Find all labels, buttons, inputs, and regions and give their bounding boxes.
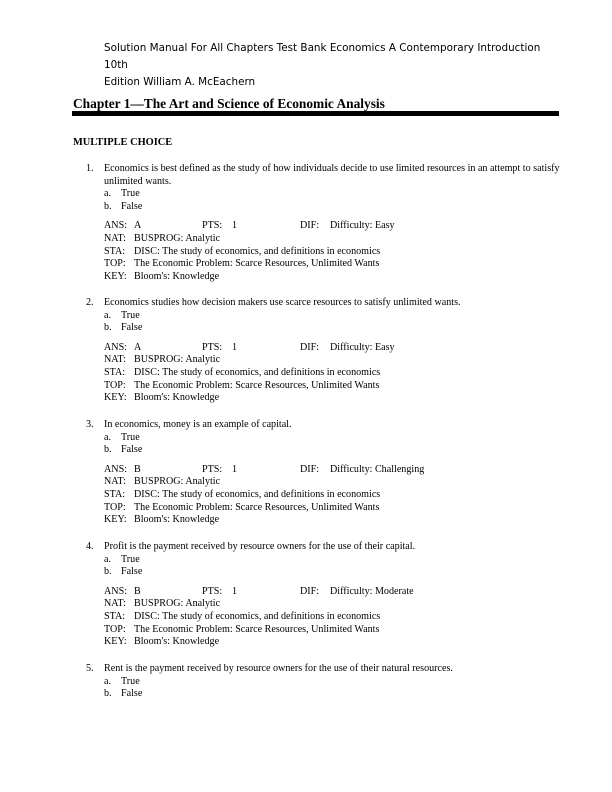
top-value: The Economic Problem: Scarce Resources, Unlimited Wants (134, 379, 380, 391)
question-text: Economics is best defined as the study of how individuals decide to use limited resources in an attempt to satisfy unlimited wants. (104, 163, 560, 187)
document-header (104, 40, 564, 91)
nat-label: NAT: (104, 598, 126, 610)
question-5 (86, 663, 564, 701)
dif-label: DIF: (300, 341, 320, 353)
option-letter: b. (104, 200, 112, 212)
sta-label: STA: (104, 366, 126, 378)
question-number: 2. (86, 297, 94, 308)
dif-value: Difficulty: Easy (330, 341, 395, 353)
option-a (86, 676, 564, 689)
question-text: In economics, money is an example of capital. (104, 419, 292, 430)
option-b (86, 566, 564, 579)
pts-label: PTS: (202, 463, 223, 475)
question-number: 3. (86, 419, 94, 430)
answer-metadata (86, 342, 564, 405)
dif-label: DIF: (300, 463, 320, 475)
top-label: TOP: (104, 623, 126, 635)
sta-value: DISC: The study of economics, and definitions in economics (134, 610, 381, 622)
sta-label: STA: (104, 610, 126, 622)
chapter-title: Chapter 1—The Art and Science of Economic Analysis (73, 96, 385, 111)
ans-label: ANS: (104, 341, 127, 353)
option-letter: a. (104, 431, 112, 443)
ans-label: ANS: (104, 463, 127, 475)
key-value: Bloom's: Knowledge (134, 636, 220, 648)
chapter-divider (72, 111, 559, 116)
key-label: KEY: (104, 270, 127, 282)
option-text: False (121, 566, 143, 578)
sta-value: DISC: The study of economics, and definitions in economics (134, 488, 381, 500)
key-label: KEY: (104, 636, 127, 648)
option-letter: a. (104, 188, 112, 200)
nat-value: BUSPROG: Analytic (134, 354, 221, 366)
option-text: True (121, 309, 140, 321)
option-text: True (121, 553, 140, 565)
option-letter: a. (104, 675, 112, 687)
pts-label: PTS: (202, 341, 223, 353)
option-letter: a. (104, 309, 112, 321)
nat-value: BUSPROG: Analytic (134, 232, 221, 244)
question-4 (86, 541, 564, 649)
top-label: TOP: (104, 379, 126, 391)
key-value: Bloom's: Knowledge (134, 514, 220, 526)
option-text: True (121, 431, 140, 443)
question-number: 1. (86, 163, 94, 174)
question-3 (86, 419, 564, 527)
question-number: 4. (86, 541, 94, 552)
question-text: Profit is the payment received by resource owners for the use of their capital. (104, 541, 416, 552)
question-text: Economics studies how decision makers use scarce resources to satisfy unlimited wants. (104, 297, 461, 308)
option-text: False (121, 444, 143, 456)
section-title: MULTIPLE CHOICE (73, 137, 173, 148)
option-text: False (121, 688, 143, 700)
top-label: TOP: (104, 258, 126, 270)
pts-value: 1 (232, 341, 238, 353)
ans-label: ANS: (104, 220, 127, 232)
option-b (86, 201, 564, 214)
nat-label: NAT: (104, 232, 126, 244)
top-label: TOP: (104, 501, 126, 513)
question-2 (86, 297, 564, 405)
header-line-1: Solution Manual For All Chapters Test Bank Economics A Contemporary Introduction 10th (104, 42, 541, 71)
pts-label: PTS: (202, 585, 223, 597)
answer-metadata (86, 220, 564, 283)
pts-value: 1 (232, 585, 238, 597)
dif-value: Difficulty: Challenging (330, 463, 425, 475)
option-b (86, 444, 564, 457)
option-letter: a. (104, 553, 112, 565)
option-a (86, 432, 564, 445)
question-text: Rent is the payment received by resource owners for the use of their natural resources. (104, 663, 453, 674)
nat-value: BUSPROG: Analytic (134, 598, 221, 610)
dif-value: Difficulty: Moderate (330, 585, 414, 597)
key-label: KEY: (104, 514, 127, 526)
answer-metadata (86, 464, 564, 527)
option-a (86, 554, 564, 567)
option-a (86, 310, 564, 323)
option-text: False (121, 322, 143, 334)
option-text: False (121, 200, 143, 212)
top-value: The Economic Problem: Scarce Resources, Unlimited Wants (134, 623, 380, 635)
header-line-2: Edition William A. McEachern (104, 76, 256, 88)
option-a (86, 188, 564, 201)
key-value: Bloom's: Knowledge (134, 270, 220, 282)
option-b (86, 322, 564, 335)
pts-value: 1 (232, 463, 238, 475)
question-number: 5. (86, 663, 94, 674)
option-letter: b. (104, 444, 112, 456)
key-label: KEY: (104, 392, 127, 404)
sta-value: DISC: The study of economics, and definitions in economics (134, 366, 381, 378)
option-letter: b. (104, 688, 112, 700)
dif-label: DIF: (300, 585, 320, 597)
option-text: True (121, 675, 140, 687)
key-value: Bloom's: Knowledge (134, 392, 220, 404)
ans-value: A (134, 341, 142, 353)
question-1 (86, 163, 564, 283)
option-letter: b. (104, 566, 112, 578)
sta-label: STA: (104, 488, 126, 500)
nat-label: NAT: (104, 354, 126, 366)
top-value: The Economic Problem: Scarce Resources, Unlimited Wants (134, 258, 380, 270)
sta-value: DISC: The study of economics, and definitions in economics (134, 245, 381, 257)
nat-value: BUSPROG: Analytic (134, 476, 221, 488)
option-text: True (121, 188, 140, 200)
pts-value: 1 (232, 220, 238, 232)
ans-label: ANS: (104, 585, 127, 597)
option-b (86, 688, 564, 701)
sta-label: STA: (104, 245, 126, 257)
top-value: The Economic Problem: Scarce Resources, Unlimited Wants (134, 501, 380, 513)
ans-value: B (134, 463, 141, 475)
dif-value: Difficulty: Easy (330, 220, 395, 232)
dif-label: DIF: (300, 220, 320, 232)
ans-value: B (134, 585, 141, 597)
pts-label: PTS: (202, 220, 223, 232)
ans-value: A (134, 220, 142, 232)
option-letter: b. (104, 322, 112, 334)
answer-metadata (86, 586, 564, 649)
nat-label: NAT: (104, 476, 126, 488)
